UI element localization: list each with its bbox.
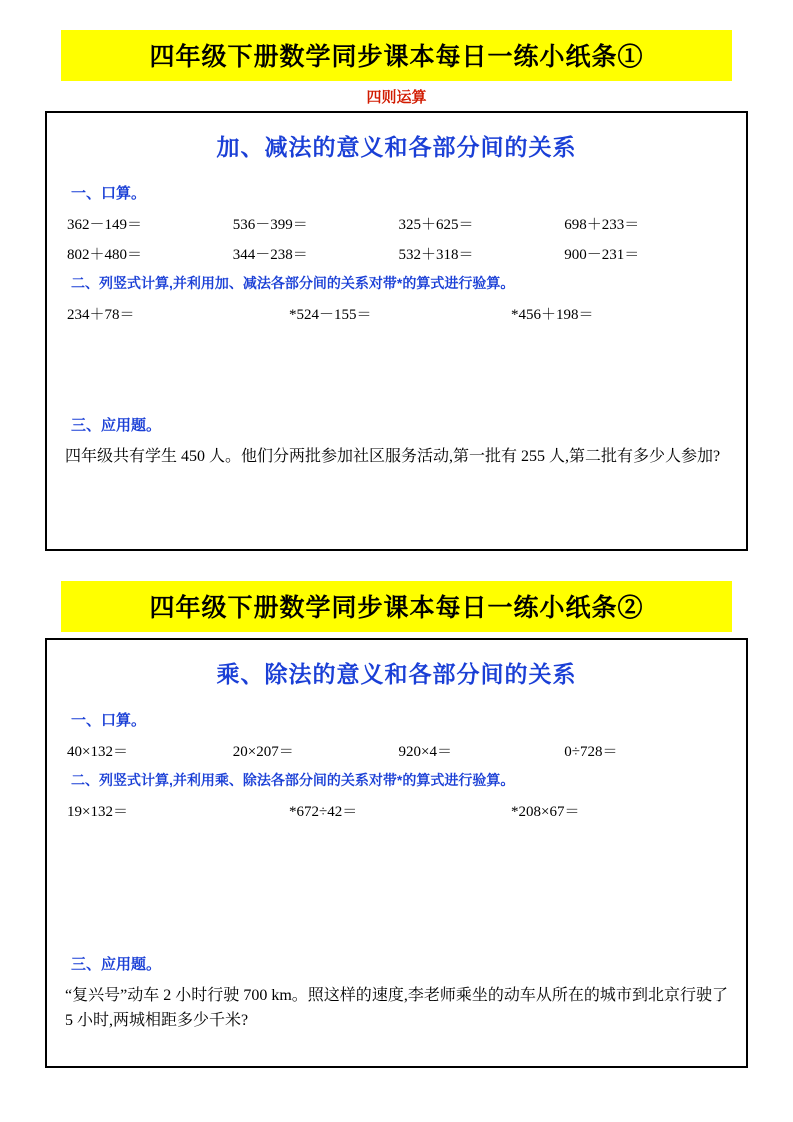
sheet-divider-space — [45, 561, 748, 581]
problem-item: 532＋318＝ — [398, 247, 474, 263]
sheet-1-section-2-heading: 二、列竖式计算,并利用加、减法各部分间的关系对带*的算式进行验算。 — [71, 275, 515, 291]
sheet-1-section-3-heading: 三、应用题。 — [71, 417, 162, 434]
sheet-2-vertical-row — [67, 800, 730, 821]
sheet-2-section-1-heading: 一、口算。 — [71, 712, 147, 729]
problem-item: 344－238＝ — [232, 247, 308, 263]
sheet-1-banner-title: 四年级下册数学同步课本每日一练小纸条① — [61, 30, 732, 81]
sheet-1-work-space — [63, 328, 730, 414]
sheet-2-lesson-title: 乘、除法的意义和各部分间的关系 — [216, 661, 577, 687]
sheet-1-vertical-row — [67, 303, 730, 324]
problem-item: 0÷728＝ — [564, 744, 618, 760]
sheet-2-word-problem: “复兴号”动车 2 小时行驶 700 km。照这样的速度,李老师乘坐的动车从所在的城市到北京行驶了 5 小时,两城相距多少千米? — [65, 987, 728, 1029]
problem-item: 325＋625＝ — [398, 217, 474, 233]
sheet-2-work-space — [63, 825, 730, 953]
worksheet-sheet-1 — [45, 30, 748, 551]
sheet-2-banner-title: 四年级下册数学同步课本每日一练小纸条② — [61, 581, 732, 632]
problem-item: 19×132＝ — [67, 804, 128, 820]
problem-item: 362－149＝ — [67, 217, 143, 233]
sheet-2-section-3-heading: 三、应用题。 — [71, 956, 162, 973]
problem-item: 920×4＝ — [398, 744, 452, 760]
sheet-1-section-1-heading: 一、口算。 — [71, 185, 147, 202]
sheet-1-oral-row-1 — [67, 213, 730, 234]
problem-item: 698＋233＝ — [564, 217, 640, 233]
problem-item: 20×207＝ — [232, 744, 294, 760]
problem-item: 234＋78＝ — [67, 307, 135, 323]
problem-item: *672÷42＝ — [289, 804, 358, 820]
sheet-1-word-problem: 四年级共有学生 450 人。他们分两批参加社区服务活动,第一批有 255 人,第二批有多少人参加? — [65, 448, 721, 465]
sheet-1-lesson-title: 加、减法的意义和各部分间的关系 — [216, 134, 577, 160]
sheet-1-card — [45, 111, 748, 551]
sheet-1-oral-row-2 — [67, 243, 730, 264]
problem-item: *456＋198＝ — [511, 307, 594, 323]
worksheet-sheet-2 — [45, 581, 748, 1068]
sheet-2-section-2-heading: 二、列竖式计算,并利用乘、除法各部分间的关系对带*的算式进行验算。 — [71, 772, 515, 788]
problem-item: 40×132＝ — [67, 744, 128, 760]
problem-item: 536－399＝ — [232, 217, 308, 233]
sheet-2-card — [45, 638, 748, 1068]
problem-item: 802＋480＝ — [67, 247, 143, 263]
problem-item: *208×67＝ — [511, 804, 580, 820]
sheet-1-subject-label: 四则运算 — [366, 89, 427, 106]
sheet-2-oral-row-1 — [67, 740, 730, 761]
problem-item: *524－155＝ — [289, 307, 372, 323]
problem-item: 900－231＝ — [564, 247, 640, 263]
